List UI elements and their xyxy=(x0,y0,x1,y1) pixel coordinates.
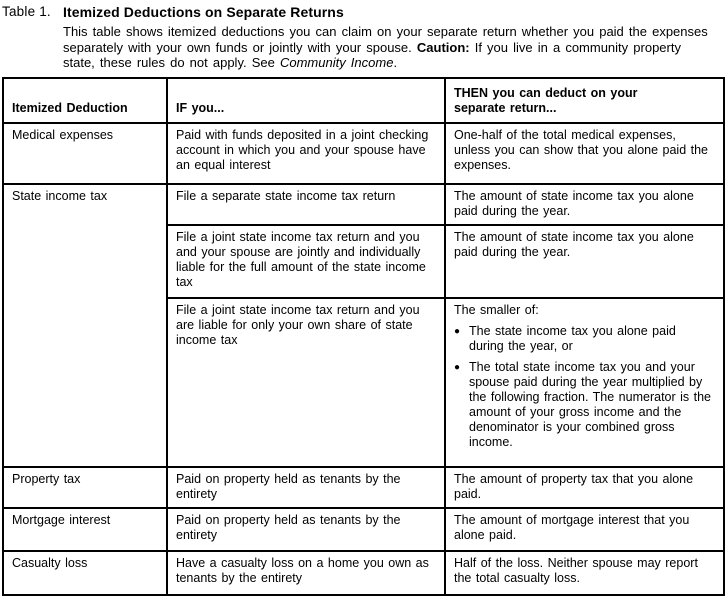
cell-property-then: The amount of property tax that you alone paid. xyxy=(445,467,724,508)
caution-label: Caution: xyxy=(416,39,470,55)
community-income-reference: Community Income xyxy=(279,55,394,70)
table-row-mortgage-interest xyxy=(3,508,724,551)
cell-state-tax-2-then: The amount of state income tax you alone paid during the year. xyxy=(445,225,724,298)
cell-property-if: Paid on property held as tenants by the entirety xyxy=(167,467,445,508)
cell-state-tax-3-if: File a joint state income tax return and you are liable for only your own share of state income tax xyxy=(167,298,445,467)
table-title: Itemized Deductions on Separate Returns xyxy=(63,4,344,20)
list-item xyxy=(454,360,715,450)
table-caption xyxy=(0,0,725,71)
table-row-property-tax xyxy=(3,467,724,508)
bullet-icon: ● xyxy=(454,361,461,373)
cell-state-tax-1-if: File a separate state income tax return xyxy=(167,184,445,225)
cell-casualty-then: Half of the loss. Neither spouse may report the total casualty loss. xyxy=(445,551,724,595)
table-header-row xyxy=(3,78,724,123)
bullet-text-state-tax-alone: The state income tax you alone paid during the year, or xyxy=(469,323,676,353)
intro-after-caution-text: If you live in a community property state, these rules do not apply. See xyxy=(63,39,681,70)
smaller-of-intro: The smaller of: xyxy=(454,302,539,317)
cell-mortgage-deduction: Mortgage interest xyxy=(3,508,167,551)
cell-mortgage-then: The amount of mortgage interest that you alone paid. xyxy=(445,508,724,551)
column-header-then-deduct xyxy=(445,78,724,123)
bullet-icon: ● xyxy=(454,325,461,337)
cell-state-tax-deduction: State income tax xyxy=(3,184,167,467)
intro-lead-text: This table shows itemized deductions you can claim on your separate return whether you paid the expenses separately with your own funds or jointly with your spouse. xyxy=(63,24,708,55)
cell-state-tax-3-then xyxy=(445,298,724,467)
intro-paragraph xyxy=(63,24,711,71)
table-row-casualty-loss xyxy=(3,551,724,595)
column-header-if-you: IF you... xyxy=(167,78,445,123)
bullet-text-state-tax-fraction: The total state income tax you and your spouse paid during the year multiplied by the following fraction. The numerator is the amount of your gross income and the denominator is your combined gross income. xyxy=(469,359,712,449)
cell-medical-if: Paid with funds deposited in a joint checking account in which you and your spouse have an equal interest xyxy=(167,123,445,184)
table-number-label: Table 1. xyxy=(2,4,51,19)
intro-closing-period: . xyxy=(393,55,398,70)
cell-medical-deduction: Medical expenses xyxy=(3,123,167,184)
cell-mortgage-if: Paid on property held as tenants by the entirety xyxy=(167,508,445,551)
list-item xyxy=(454,324,715,354)
cell-property-deduction: Property tax xyxy=(3,467,167,508)
table-row-state-tax-1 xyxy=(3,184,724,225)
cell-state-tax-2-if: File a joint state income tax return and you and your spouse are jointly and individually liable for the full amount of the state income tax xyxy=(167,225,445,298)
table-row-medical-expenses xyxy=(3,123,724,184)
column-header-then-deduct-text: THEN you can deduct on your separate return... xyxy=(454,85,638,115)
cell-state-tax-1-then: The amount of state income tax you alone paid during the year. xyxy=(445,184,724,225)
caption-body xyxy=(63,4,723,71)
cell-casualty-if: Have a casualty loss on a home you own as tenants by the entirety xyxy=(167,551,445,595)
itemized-deductions-table xyxy=(2,77,725,596)
column-header-itemized-deduction: Itemized Deduction xyxy=(3,78,167,123)
cell-medical-then: One-half of the total medical expenses, unless you can show that you alone paid the expenses. xyxy=(445,123,724,184)
cell-casualty-deduction: Casualty loss xyxy=(3,551,167,595)
